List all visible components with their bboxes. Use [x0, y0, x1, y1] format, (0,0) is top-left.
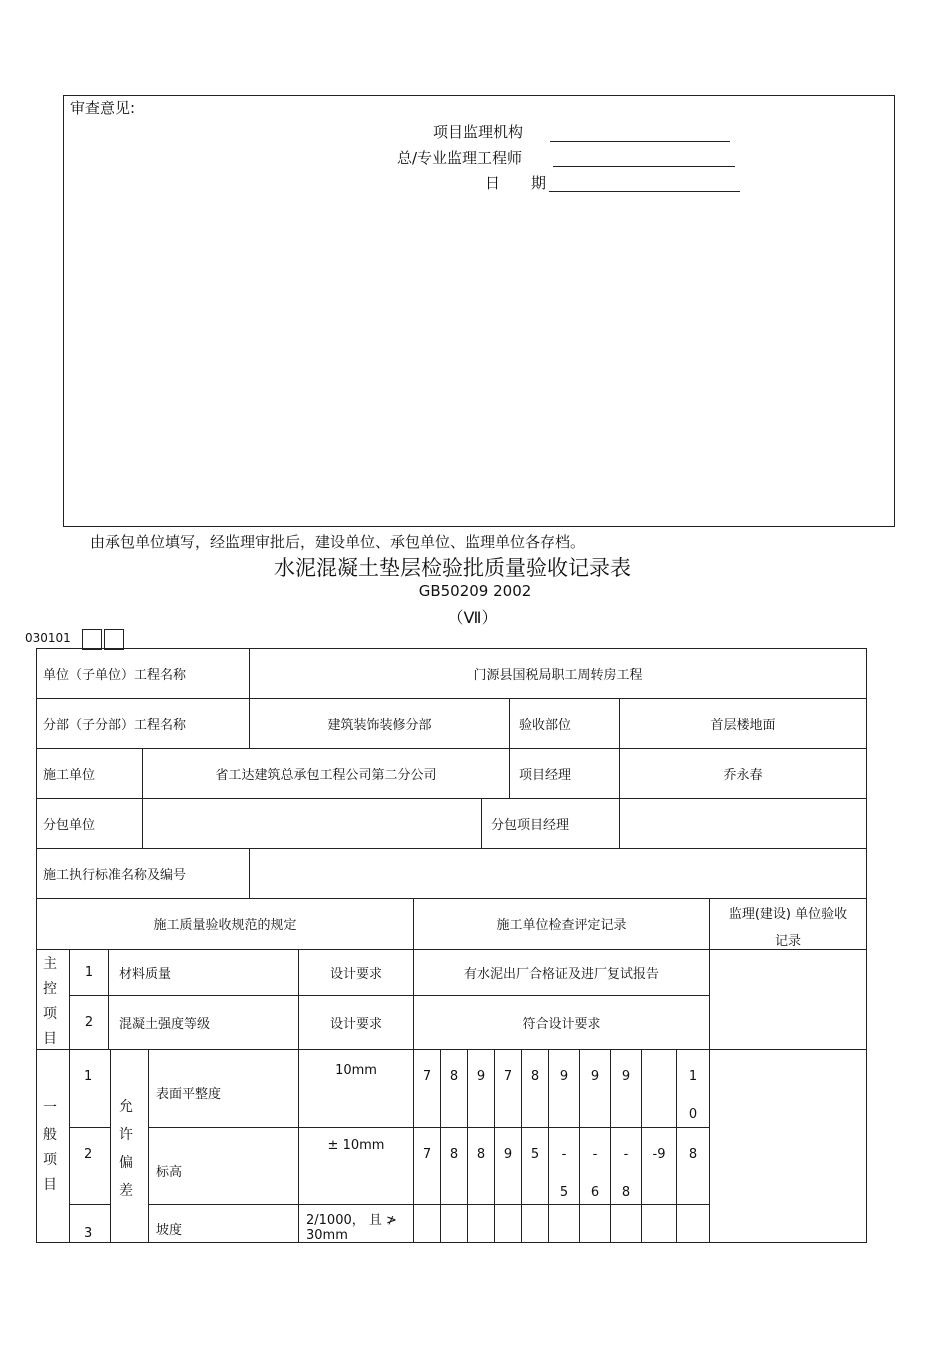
- supervision-org-line: [550, 141, 730, 142]
- general-row-2-value: 5: [530, 1147, 540, 1162]
- general-row-3-req-2: 30mm: [306, 1228, 348, 1242]
- supervision-header-1: 监理(建设) 单位验收: [728, 907, 848, 922]
- main-row-1-record: 有水泥出厂合格证及进厂复试报告: [463, 966, 659, 982]
- general-row-2-value-lower: 6: [590, 1185, 600, 1200]
- general-row-1-value: 9: [621, 1069, 631, 1084]
- general-row-1-value: 7: [503, 1069, 513, 1084]
- general-row-1-value: 7: [422, 1069, 432, 1084]
- general-row-1-value: 9: [476, 1069, 486, 1084]
- chief-engineer-label: 总/专业监理工程师: [397, 149, 523, 167]
- general-row-2-req: ± 10mm: [327, 1138, 385, 1153]
- general-row-2-value: 8: [688, 1147, 698, 1162]
- general-row-1-value: 8: [530, 1069, 540, 1084]
- general-row-2-value: 8: [476, 1147, 486, 1162]
- project-name-label: 单位（子单位）工程名称: [43, 667, 187, 683]
- code-box-2: [104, 629, 124, 650]
- filing-note: 由承包单位填写，经监理审批后，建设单位、承包单位、监理单位各存档。: [90, 533, 586, 551]
- general-row-1-value-extra: 0: [688, 1107, 698, 1122]
- general-items-group-4: 目: [43, 1177, 57, 1193]
- tolerance-label-3: 偏: [119, 1155, 133, 1171]
- general-row-1-item: 表面平整度: [156, 1087, 222, 1102]
- general-items-group-3: 项: [43, 1152, 57, 1168]
- supervision-org-label: 项目监理机构: [433, 123, 524, 141]
- general-row-2-value-lower: 8: [621, 1185, 631, 1200]
- subcontractor-label: 分包单位: [43, 817, 96, 833]
- project-manager-value: 乔永春: [723, 767, 763, 783]
- contractor-value: 省工达建筑总承包工程公司第二分公司: [215, 767, 437, 783]
- section-number: （Ⅶ）: [447, 608, 498, 627]
- tolerance-label-2: 许: [119, 1127, 133, 1143]
- general-row-1-req: 10mm: [335, 1063, 377, 1078]
- main-row-2-no: 2: [84, 1015, 94, 1030]
- general-row-2-value: 7: [422, 1147, 432, 1162]
- main-row-2-item: 混凝土强度等级: [119, 1017, 211, 1032]
- accept-part-label: 验收部位: [519, 717, 572, 733]
- code-box-1: [82, 629, 102, 650]
- tolerance-label-1: 允: [119, 1099, 133, 1115]
- project-manager-label: 项目经理: [519, 767, 572, 783]
- main-items-group-2: 控: [43, 981, 57, 997]
- standard-code: GB50209 2002: [418, 582, 532, 600]
- accept-part-value: 首层楼地面: [710, 717, 776, 733]
- general-row-3-req-1: 2/1000， 且 ≯: [306, 1213, 397, 1228]
- review-label: 审查意见:: [70, 99, 136, 117]
- exec-standard-label: 施工执行标准名称及编号: [43, 867, 187, 883]
- main-row-1-item: 材料质量: [119, 966, 172, 982]
- date-label-1: 日: [485, 174, 501, 192]
- general-items-group-1: 一: [43, 1100, 57, 1116]
- general-row-2-value: 9: [503, 1147, 513, 1162]
- form-code: 030101: [25, 631, 71, 645]
- spec-header: 施工质量验收规范的规定: [153, 918, 297, 933]
- general-row-2-value: 8: [449, 1147, 459, 1162]
- tolerance-label-4: 差: [119, 1183, 133, 1199]
- general-row-2-value: -: [561, 1147, 567, 1162]
- date-label-2: 期: [531, 174, 547, 192]
- general-row-3-no: 3: [84, 1226, 93, 1241]
- general-row-2-value-lower: 5: [559, 1185, 569, 1200]
- general-row-1-value: 9: [559, 1069, 569, 1084]
- contractor-label: 施工单位: [43, 767, 96, 783]
- check-record-header: 施工单位检查评定记录: [496, 918, 627, 933]
- division-label: 分部（子分部）工程名称: [43, 717, 187, 733]
- general-row-2-item: 标高: [156, 1165, 183, 1180]
- chief-engineer-line: [553, 166, 735, 167]
- general-row-1-value: 8: [449, 1069, 459, 1084]
- general-row-2-value: -9: [652, 1147, 666, 1162]
- general-row-1-no: 1: [84, 1069, 93, 1084]
- main-row-1-req: 设计要求: [329, 966, 382, 982]
- general-row-1-value: 1: [688, 1069, 698, 1084]
- main-items-group-3: 项: [43, 1006, 57, 1022]
- general-items-group-2: 般: [43, 1127, 57, 1143]
- main-row-2-req: 设计要求: [329, 1017, 382, 1032]
- page-title: 水泥混凝土垫层检验批质量验收记录表: [274, 556, 631, 580]
- main-row-2-record: 符合设计要求: [522, 1017, 601, 1032]
- general-row-1-value: 9: [590, 1069, 600, 1084]
- supervision-header-2: 记录: [774, 934, 801, 949]
- general-row-2-value: -: [623, 1147, 629, 1162]
- project-name: 门源县国税局职工周转房工程: [473, 667, 643, 683]
- general-row-2-no: 2: [84, 1147, 93, 1162]
- main-row-1-no: 1: [84, 964, 94, 980]
- general-row-2-value: -: [592, 1147, 598, 1162]
- general-row-3-item: 坡度: [156, 1223, 183, 1238]
- date-line: [549, 191, 740, 192]
- division-value: 建筑装饰装修分部: [327, 717, 432, 733]
- main-items-group-4: 目: [43, 1031, 57, 1047]
- sub-pm-label: 分包项目经理: [491, 817, 570, 833]
- main-items-group-1: 主: [43, 956, 57, 972]
